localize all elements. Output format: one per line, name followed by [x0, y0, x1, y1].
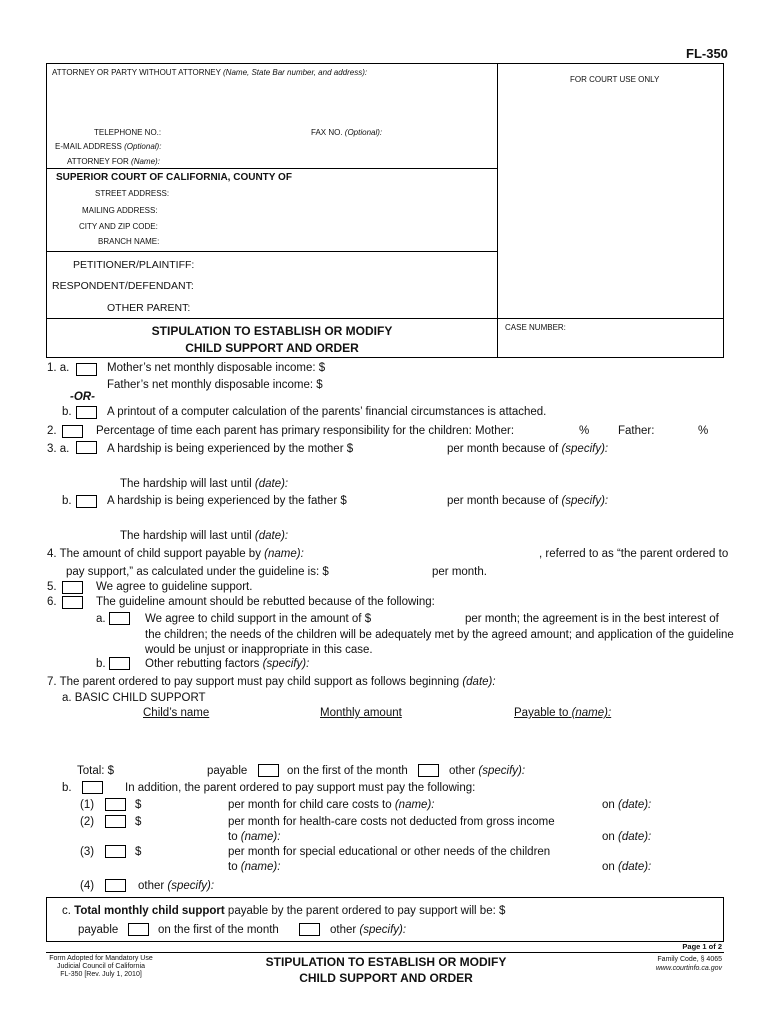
city-zip-label: CITY AND ZIP CODE: [79, 222, 158, 231]
item5-checkbox[interactable] [62, 581, 83, 594]
item2-number: 2. [47, 425, 57, 437]
footer-title-line1: STIPULATION TO ESTABLISH OR MODIFY [265, 955, 507, 969]
respondent-label: RESPONDENT/DEFENDANT: [52, 280, 194, 292]
item1-or: -OR- [70, 391, 95, 403]
column-child-name: Child’s name [143, 707, 210, 719]
courtinfo-url[interactable]: www.courtinfo.ca.gov [655, 965, 722, 972]
sub3-date: on (date): [602, 861, 652, 873]
petitioner-label: PETITIONER/PLAINTIFF: [73, 259, 195, 271]
item1b-label: b. [62, 406, 72, 418]
item4-text: 4. The amount of child support payable by (name): [47, 548, 304, 560]
header-bottom-rule [46, 357, 724, 358]
court-use-label: FOR COURT USE ONLY [570, 75, 660, 84]
fax-label: FAX NO. (Optional): [311, 128, 383, 137]
sub3-number: (3) [80, 846, 95, 858]
other-schedule-label: other (specify): [449, 765, 526, 777]
item7b-text: In addition, the parent ordered to pay support must pay the following: [125, 782, 476, 794]
header-left-rule [46, 63, 47, 358]
telephone-label: TELEPHONE NO.: [94, 128, 162, 137]
sub2-dollar: $ [135, 816, 142, 828]
item2-checkbox[interactable] [62, 425, 83, 438]
adopted-line2: Judicial Council of California [57, 963, 145, 970]
item6a-checkbox[interactable] [109, 612, 130, 625]
court-heading: SUPERIOR COURT OF CALIFORNIA, COUNTY OF [56, 172, 292, 183]
total-first-of-month-label: on the first of the month [158, 924, 279, 936]
attorney-for-label: ATTORNEY FOR (Name): [67, 157, 160, 166]
family-code: Family Code, § 4065 [657, 956, 722, 963]
title-top-rule [46, 318, 724, 319]
item3b-label: b. [62, 495, 72, 507]
total-support-text: c. Total monthly child support payable by the parent ordered to pay support will be: $ [62, 905, 506, 917]
sub4-number: (4) [80, 880, 95, 892]
item7-text: 7. The parent ordered to pay support must pay child support as follows beginning (date): [47, 676, 496, 688]
footer-rule [46, 952, 724, 953]
item3a-checkbox[interactable] [76, 441, 97, 454]
item3a-until: The hardship will last until (date): [120, 478, 289, 490]
item1-mother-income: Mother’s net monthly disposable income: $ [107, 362, 326, 374]
item3b-checkbox[interactable] [76, 495, 97, 508]
form-title-line2: CHILD SUPPORT AND ORDER [185, 341, 359, 355]
item7b-label: b. [62, 782, 72, 794]
case-number-label: CASE NUMBER: [505, 323, 566, 332]
item2-father-percent: % [698, 425, 709, 437]
other-schedule-checkbox[interactable] [418, 764, 439, 777]
sub4-checkbox[interactable] [105, 879, 126, 892]
total-label: Total: $ [77, 765, 115, 777]
sub2-date: on (date): [602, 831, 652, 843]
sub3-text: per month for special educational or other needs of the children [228, 846, 551, 858]
item6-checkbox[interactable] [62, 596, 83, 609]
header-top-rule [46, 63, 724, 64]
item3a-text: A hardship is being experienced by the mother $ [107, 443, 354, 455]
item2-father-label: Father: [618, 425, 655, 437]
sub4-text: other (specify): [138, 880, 215, 892]
adopted-line1: Form Adopted for Mandatory Use [49, 955, 153, 962]
item6b-checkbox[interactable] [109, 657, 130, 670]
item6a-line3: would be unjust or inappropriate in this case. [145, 644, 373, 656]
sub1-checkbox[interactable] [105, 798, 126, 811]
item5-text: We agree to guideline support. [96, 581, 253, 593]
item3a-because: per month because of (specify): [447, 443, 609, 455]
column-monthly-amount: Monthly amount [320, 707, 402, 719]
item1b-text: A printout of a computer calculation of the parents’ financial circumstances is attached. [107, 406, 547, 418]
form-title-line1: STIPULATION TO ESTABLISH OR MODIFY [151, 324, 393, 338]
item6-number: 6. [47, 596, 57, 608]
sub2-number: (2) [80, 816, 95, 828]
sub3-dollar: $ [135, 846, 142, 858]
sub1-number: (1) [80, 799, 95, 811]
sub2-to: to (name): [228, 831, 281, 843]
item4-referred: , referred to as “the parent ordered to [539, 548, 729, 560]
item2-mother-percent: % [579, 425, 590, 437]
sub2-text: per month for health-care costs not deducted from gross income [228, 816, 555, 828]
item1-father-income: Father’s net monthly disposable income: $ [107, 379, 323, 391]
total-other-checkbox[interactable] [299, 923, 320, 936]
item2-text: Percentage of time each parent has primary responsibility for the children: Mother: [96, 425, 515, 437]
attorney-label: ATTORNEY OR PARTY WITHOUT ATTORNEY (Name, State Bar number, and address): [52, 68, 368, 77]
sub1-date: on (date): [602, 799, 652, 811]
sub2-checkbox[interactable] [105, 815, 126, 828]
footer-title-line2: CHILD SUPPORT AND ORDER [299, 971, 473, 985]
item7a-heading: a. BASIC CHILD SUPPORT [62, 692, 206, 704]
branch-name-label: BRANCH NAME: [98, 237, 160, 246]
item1-number: 1. a. [47, 362, 70, 374]
first-of-month-label: on the first of the month [287, 765, 408, 777]
sub3-to: to (name): [228, 861, 281, 873]
item1b-checkbox[interactable] [76, 406, 97, 419]
street-address-label: STREET ADDRESS: [95, 189, 170, 198]
item6b-text: Other rebutting factors (specify): [145, 658, 310, 670]
other-parent-label: OTHER PARENT: [107, 302, 191, 314]
header-divider [497, 63, 498, 358]
sub1-text: per month for child care costs to (name): [228, 799, 435, 811]
total-support-payable: payable [78, 924, 119, 936]
total-payable: payable [207, 765, 248, 777]
item6a-label: a. [96, 613, 106, 625]
form-revision: FL-350 [Rev. July 1, 2010] [60, 971, 142, 978]
item7b-checkbox[interactable] [82, 781, 103, 794]
item4-line2: pay support,” as calculated under the guideline is: $ [66, 566, 329, 578]
court-top-rule [46, 168, 498, 169]
item6-text: The guideline amount should be rebutted because of the following: [96, 596, 435, 608]
item1a-checkbox[interactable] [76, 363, 97, 376]
parties-top-rule [46, 251, 498, 252]
form-id: FL-350 [686, 46, 728, 61]
item5-number: 5. [47, 581, 57, 593]
mailing-address-label: MAILING ADDRESS: [82, 206, 158, 215]
page-number: Page 1 of 2 [682, 942, 722, 951]
item3-number: 3. a. [47, 443, 70, 455]
column-payable-to: Payable to (name): [514, 707, 612, 719]
item6b-label: b. [96, 658, 106, 670]
item4-per-month: per month. [432, 566, 487, 578]
total-first-of-month-checkbox[interactable] [128, 923, 149, 936]
item6a-rest: per month; the agreement is in the best interest of [465, 613, 719, 625]
item6a-text: We agree to child support in the amount of $ [145, 613, 372, 625]
item3b-because: per month because of (specify): [447, 495, 609, 507]
first-of-month-checkbox[interactable] [258, 764, 279, 777]
total-other-label: other (specify): [330, 924, 407, 936]
sub3-checkbox[interactable] [105, 845, 126, 858]
email-label: E-MAIL ADDRESS (Optional): [55, 142, 162, 151]
header-right-rule [723, 63, 724, 358]
item3b-until: The hardship will last until (date): [120, 530, 289, 542]
item6a-line2: the children; the needs of the children will be adequately met by the agreed amount; and application of the guideline [145, 629, 734, 641]
item3b-text: A hardship is being experienced by the father $ [107, 495, 347, 507]
sub1-dollar: $ [135, 799, 142, 811]
